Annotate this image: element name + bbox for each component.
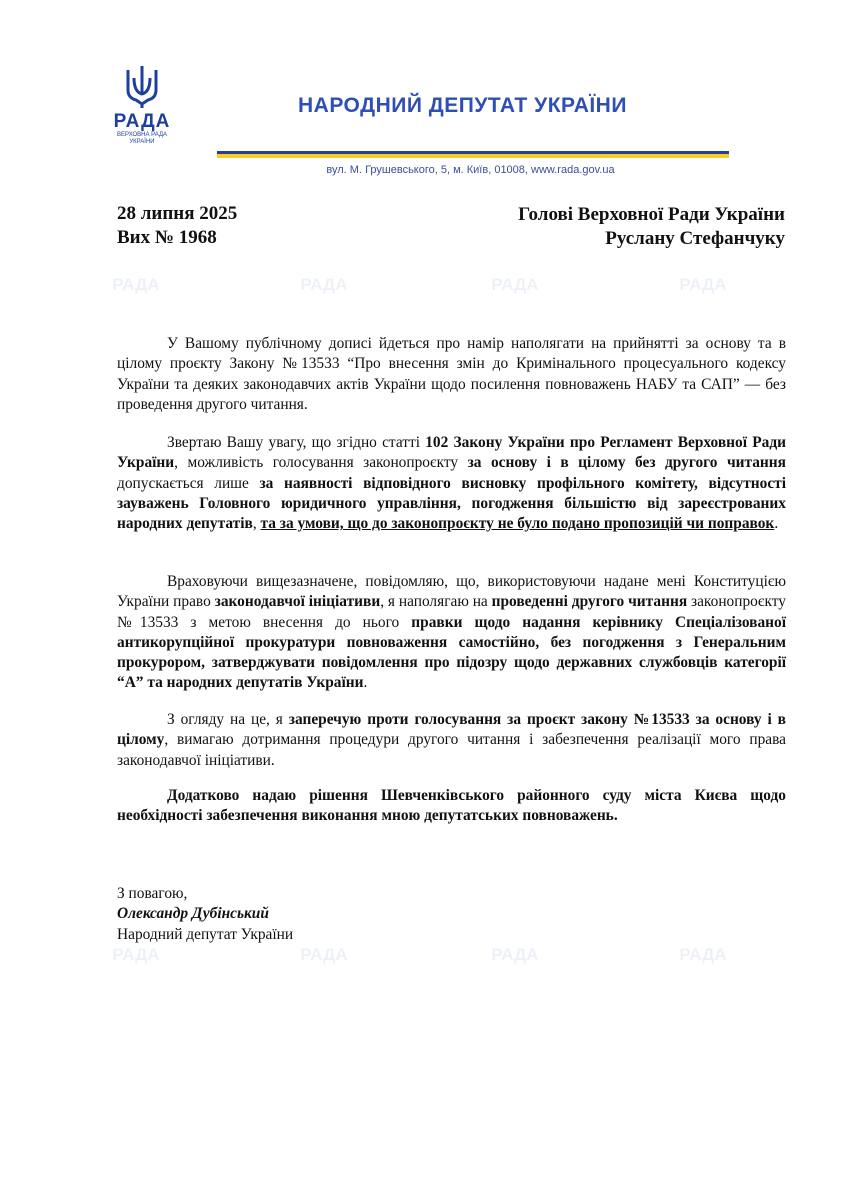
recipient-title: Голові Верховної Ради України — [518, 204, 785, 225]
logo-text: РАДА — [113, 111, 171, 132]
watermark: РАДА — [300, 945, 348, 964]
paragraph-2: Звертаю Вашу увагу, що згідно статті 102 Закону України про Регламент Верховної Ради України, можливість голосування законопроєкту за основу і в цілому без другого читання допускається лише за наявності відповідного висновку профільного комітету, відсутності зауважень Головного юридичного управління, погодження більшістю від зареєстрованих народних депутатів, та за умови, що до законопроєкту не було подано пропозицій чи поправок. — [117, 434, 787, 533]
closing-block — [117, 884, 293, 945]
signatory-position: Народний депутат України — [117, 925, 294, 943]
paragraph-5: Додатково надаю рішення Шевченківського районного суду міста Києва щодо необхідності забезпечення виконання мною депутатських повноважень. — [117, 787, 786, 825]
watermark: РАДА — [112, 945, 160, 964]
page-title: НАРОДНИЙ ДЕПУТАТ УКРАЇНИ — [298, 94, 627, 117]
logo-subtext: ВЕРХОВНА РАДА УКРАЇНИ — [116, 132, 168, 145]
trident-icon — [125, 64, 159, 110]
watermark: РАДА — [112, 275, 160, 294]
watermark: РАДА — [491, 945, 539, 964]
watermark: РАДА — [679, 275, 727, 294]
watermark: РАДА — [491, 275, 539, 294]
closing-regards: З повагою, — [117, 885, 188, 902]
paragraph-1: У Вашому публічному дописі йдеться про намір наполягати на прийнятті за основу та в цілому проєкту Закону №13533 “Про внесення змін до Кримінального процесуального кодексу України та деяких законодавчих актів України щодо посилення повноважень НАБУ та САП” — без проведення другого читання. — [117, 335, 786, 413]
header-stripe-yellow — [217, 154, 729, 158]
recipient-name: Руслану Стефанчуку — [605, 228, 785, 249]
recipient — [518, 203, 785, 251]
rada-logo — [104, 64, 180, 146]
outgoing-number: Вих № 1968 — [117, 227, 217, 248]
header-address: вул. М. Грушевського, 5, м. Київ, 01008, www.rada.gov.ua — [326, 164, 615, 176]
letter-date: 28 липня 2025 — [117, 203, 238, 224]
watermark: РАДА — [300, 275, 348, 294]
paragraph-4: З огляду на це, я заперечую проти голосування за проєкт закону №13533 за основу і в цілому, вимагаю дотримання процедури другого читання і забезпечення реалізації мого права законодавчої ініціативи. — [117, 711, 786, 769]
watermark: РАДА — [679, 945, 727, 964]
paragraph-3: Враховуючи вищезазначене, повідомляю, що, використовуючи надане мені Конституцією України право законодавчої ініціативи, я наполягаю на проведенні другого читання законопроєкту №13533 з метою внесення до нього правки щодо надання керівнику Спеціалізованої антикорупційної прокуратури повноваження самостійно, без погодження з Генеральним прокурором, затверджувати повідомлення про підозру щодо державних службовців категорії “А” та народних депутатів України. — [117, 573, 786, 692]
signatory-name: Олександр Дубінський — [117, 905, 269, 923]
